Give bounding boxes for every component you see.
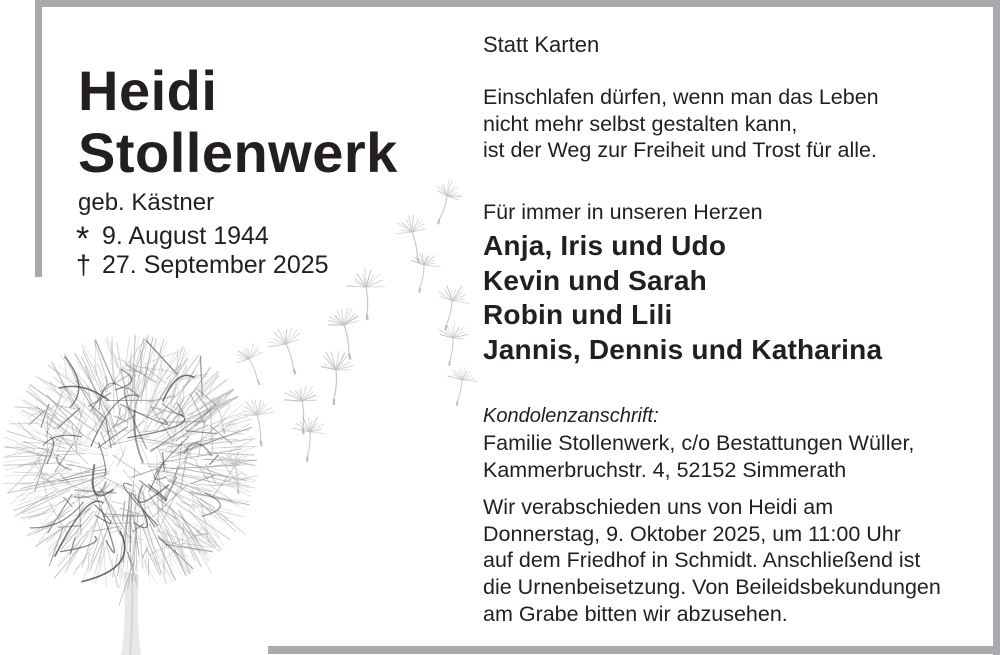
memorial-quote — [483, 84, 879, 164]
birth-date: 9. August 1944 — [102, 222, 269, 250]
farewell-line: die Urnenbeisetzung. Von Beileidsbekundungen — [483, 575, 941, 600]
death-date-line: † 27. September 2025 — [76, 250, 329, 280]
condolence-line: Kammerbruchstr. 4, 52152 Simmerath — [483, 458, 847, 482]
mourner-name: Kevin und Sarah — [483, 264, 707, 296]
farewell-paragraph — [483, 494, 941, 628]
mourner-name: Jannis, Dennis und Katharina — [483, 333, 883, 365]
maiden-name: geb. Kästner — [78, 189, 215, 216]
frame-border-bottom — [268, 646, 1000, 654]
quote-line: ist der Weg zur Freiheit und Trost für alle. — [483, 138, 877, 162]
farewell-line: am Grabe bitten wir abzusehen. — [483, 601, 788, 626]
mourner-name: Robin und Lili — [483, 299, 673, 330]
frame-border-left — [35, 0, 42, 277]
frame-border-right — [993, 0, 1000, 655]
deceased-last-name: Stollenwerk — [78, 121, 398, 184]
quote-line: Einschlafen dürfen, wenn man das Leben — [483, 85, 879, 109]
farewell-line: auf dem Friedhof in Schmidt. Anschließend ist — [483, 548, 921, 573]
condolence-address — [483, 403, 914, 484]
farewell-line: Wir verabschieden uns von Heidi am — [483, 495, 834, 519]
mourners-list — [483, 229, 882, 367]
condolence-line: Familie Stollenwerk, c/o Bestattungen Wüller, — [483, 431, 915, 455]
deceased-first-name: Heidi — [78, 59, 218, 122]
frame-border-top — [35, 0, 1000, 7]
farewell-line: Donnerstag, 9. Oktober 2025, um 11:00 Uhr — [483, 521, 901, 546]
statt-karten-label: Statt Karten — [483, 32, 600, 57]
condolence-label: Kondolenzanschrift: — [483, 405, 659, 427]
mourner-name: Anja, Iris und Udo — [483, 230, 727, 261]
birth-date-line: * 9. August 1944 — [76, 220, 269, 258]
deceased-name — [78, 60, 398, 184]
in-hearts-line: Für immer in unseren Herzen — [483, 200, 763, 224]
life-dates — [76, 222, 329, 280]
death-date: 27. September 2025 — [102, 251, 329, 279]
quote-line: nicht mehr selbst gestalten kann, — [483, 111, 798, 136]
